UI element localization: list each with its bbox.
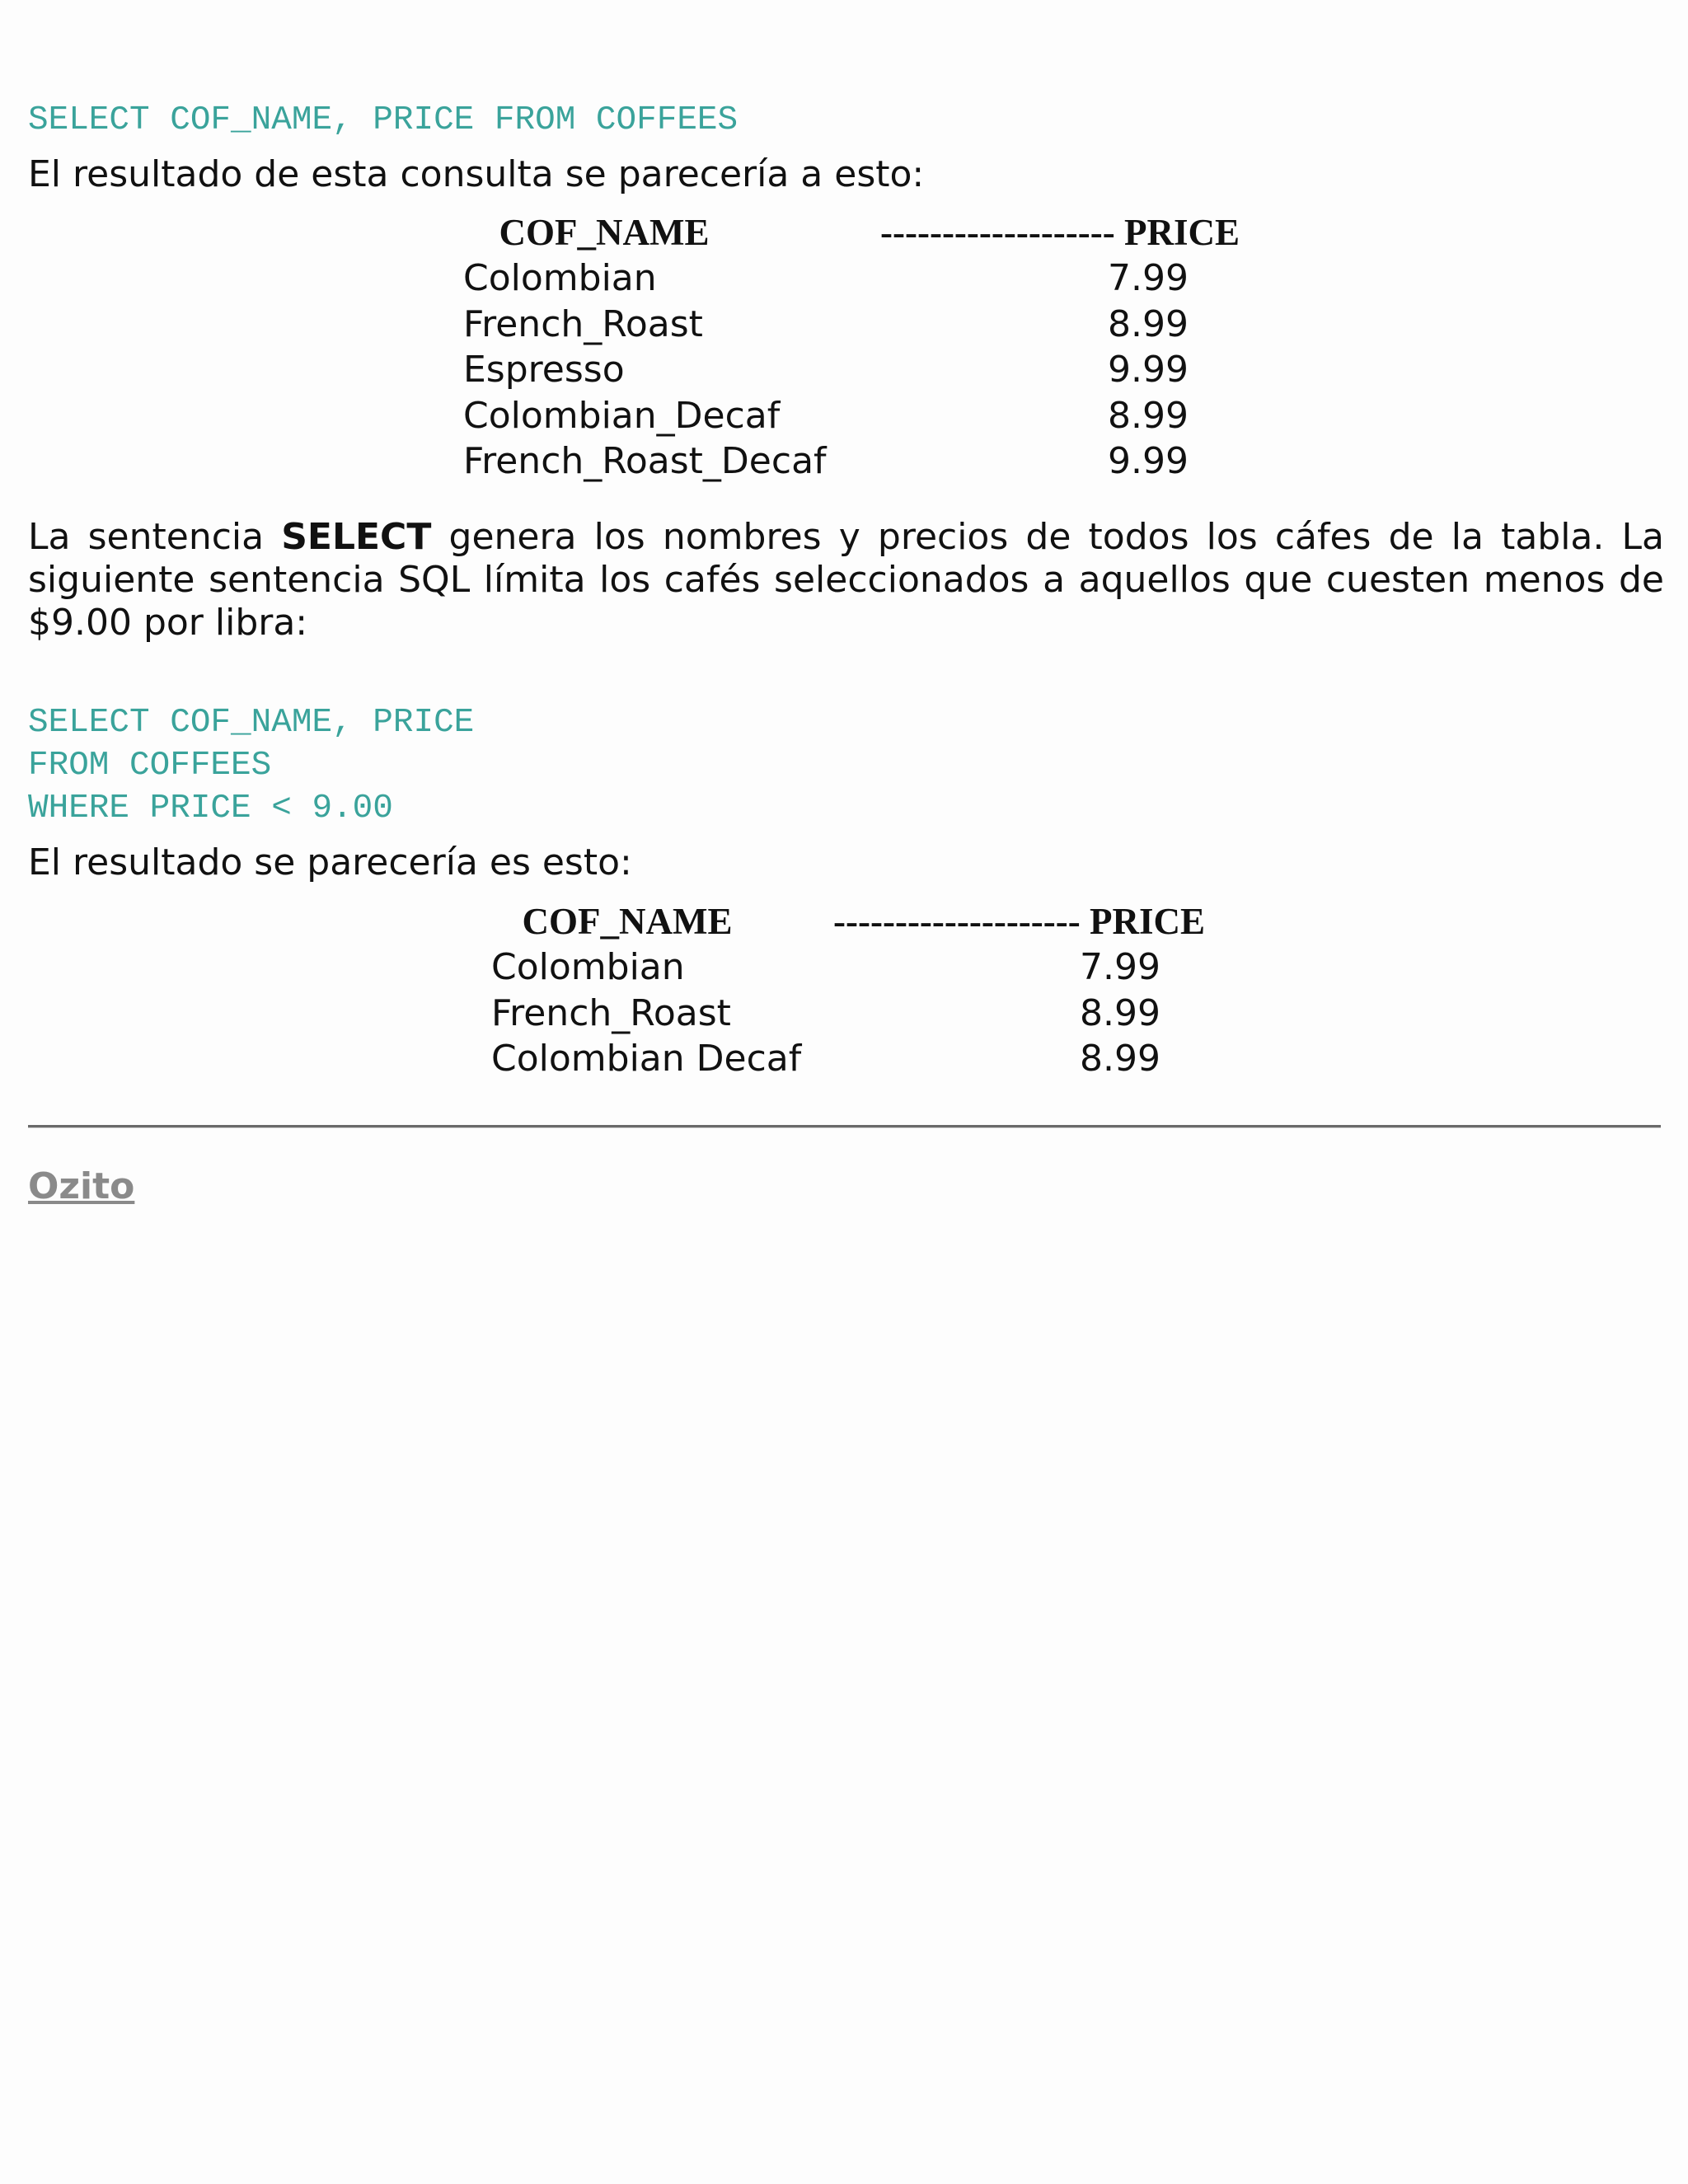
price-cell: 8.99 (1080, 991, 1160, 1034)
price-cell: 8.99 (1108, 302, 1189, 345)
horizontal-divider (28, 1125, 1661, 1128)
coffee-name-cell: Colombian (463, 257, 657, 299)
coffee-name-cell: French_Roast_Decaf (463, 440, 827, 482)
price-cell: 9.99 (1108, 349, 1189, 391)
query-2-caption: El resultado se parecería es esto: (28, 841, 632, 883)
paragraph-text-before: La sentencia (28, 516, 282, 558)
coffee-name-cell: Espresso (463, 349, 625, 391)
price-cell: 9.99 (1108, 440, 1189, 482)
column-header-price: ------------------- PRICE (880, 212, 1240, 253)
table-row (463, 438, 1240, 485)
coffee-name-cell: Colombian_Decaf (463, 394, 781, 437)
explanation-paragraph (28, 516, 1664, 644)
table-row (463, 302, 1240, 348)
table-row (491, 991, 1212, 1037)
table-1-body (463, 255, 1240, 485)
table-row (491, 1036, 1212, 1082)
table-row (491, 944, 1212, 991)
sql-query-2-line: SELECT COF_NAME, PRICE (28, 704, 475, 742)
table-header-row (491, 898, 1212, 944)
result-table-1 (463, 209, 1240, 485)
price-cell: 7.99 (1108, 257, 1189, 299)
ozito-link[interactable]: Ozito (28, 1165, 135, 1207)
column-header-price: -------------------- PRICE (833, 901, 1205, 942)
select-keyword: SELECT (281, 516, 432, 558)
price-cell: 8.99 (1108, 394, 1189, 437)
paragraph-text-after: genera los nombres y precios de todos los cáfes de la tabla. La siguiente sentencia SQL límita los cafés seleccionados a aquellos que cuesten menos de $9.00 por libra: (28, 516, 1664, 644)
column-header-cof-name: COF_NAME (499, 212, 710, 253)
coffee-name-cell: French_Roast (463, 302, 703, 345)
table-row (463, 393, 1240, 439)
sql-query-1: SELECT COF_NAME, PRICE FROM COFFEES (28, 101, 738, 139)
query-1-caption: El resultado de esta consulta se parecería a esto: (28, 153, 925, 195)
table-row (463, 347, 1240, 393)
column-header-cof-name: COF_NAME (522, 901, 733, 942)
coffee-name-cell: French_Roast (491, 991, 731, 1034)
table-row (463, 255, 1240, 302)
coffee-name-cell: Colombian Decaf (491, 1038, 802, 1080)
sql-query-2 (28, 701, 474, 830)
sql-query-2-line: FROM COFFEES (28, 747, 272, 785)
price-cell: 8.99 (1080, 1038, 1160, 1080)
table-2-body (491, 944, 1212, 1082)
price-cell: 7.99 (1080, 946, 1160, 988)
coffee-name-cell: Colombian (491, 946, 685, 988)
result-table-2 (491, 898, 1212, 1082)
table-header-row (463, 209, 1240, 255)
sql-query-2-line: WHERE PRICE < 9.00 (28, 790, 393, 827)
